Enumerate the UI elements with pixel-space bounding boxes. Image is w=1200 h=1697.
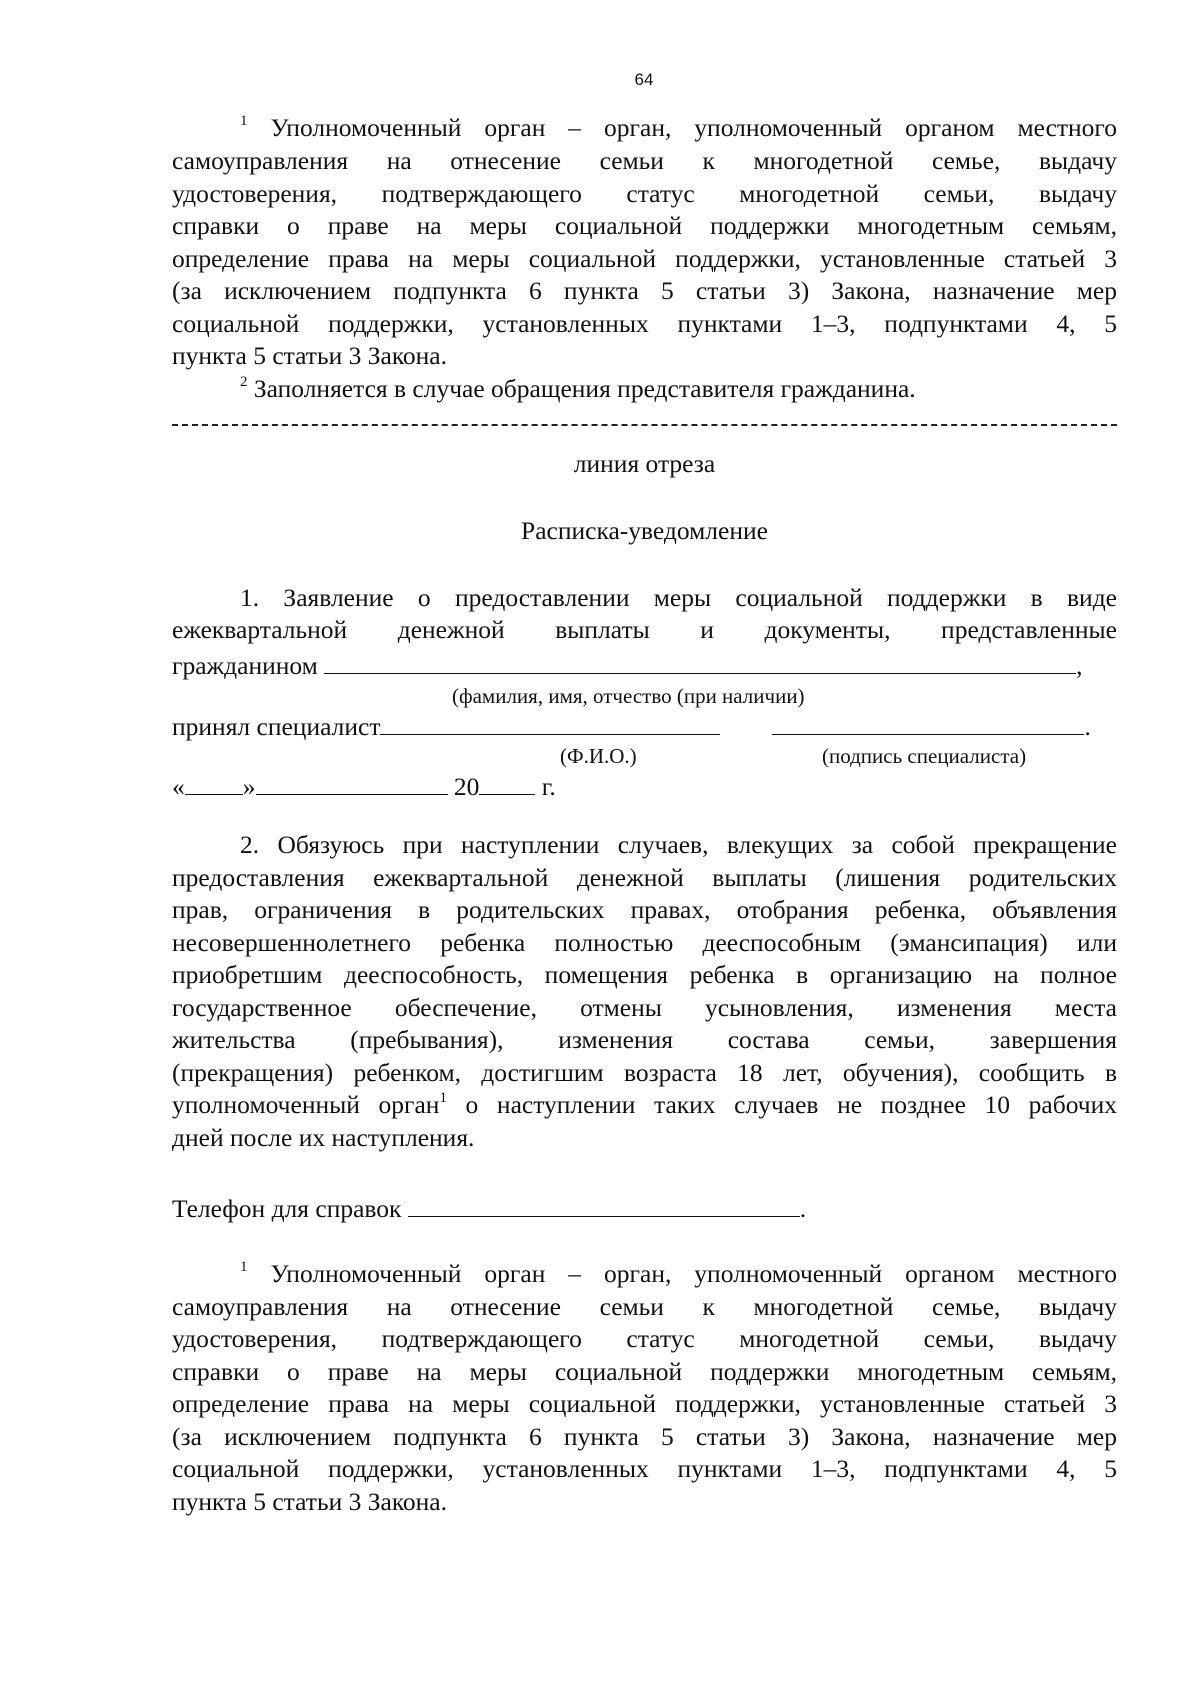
paragraph-line: (прекращения) ребенком, достигшим возраста 18 лет, обучения), сообщить в	[172, 1058, 1117, 1087]
paragraph-line: уполномоченный орган$^1$ о наступлении таких случаев не позднее 10 рабочих	[172, 1089, 1118, 1119]
phone-line: Телефон для справок .	[172, 1190, 1117, 1225]
footnote-line: справки о праве на меры социальной поддержки многодетным семьям,	[172, 211, 1117, 240]
footnote-line: (за исключением подпункта 6 пункта 5 статьи 3) Закона, назначение мер	[172, 276, 1117, 305]
paragraph-line: прав, ограничения в родительских правах, отобрания ребенка, объявления	[172, 895, 1117, 924]
paragraph-line: 2. Обязуюсь при наступлении случаев, влекущих за собой прекращение	[240, 830, 1117, 859]
footnote-line: $^1$ Уполномоченный орган – орган, уполномоченный органом местного	[240, 112, 1117, 142]
paragraph-line: 1. Заявление о предоставлении меры социальной поддержки в виде	[240, 583, 1117, 612]
paragraph-line: предоставления ежеквартальной денежной выплаты (лишения родительских	[172, 863, 1117, 892]
footnote-line: удостоверения, подтверждающего статус многодетной семьи, выдачу	[172, 179, 1117, 208]
citizen-line: гражданином ,	[172, 647, 1117, 682]
cut-line-label: линия отреза	[573, 449, 716, 478]
footnote-line: (за исключением подпункта 6 пункта 5 статьи 3) Закона, назначение мер	[172, 1422, 1117, 1451]
footnote-line: пункта 5 статьи 3 Закона.	[172, 341, 447, 370]
signature-caption: (подпись специалиста)	[822, 744, 1027, 768]
footnote-line: самоуправления на отнесение семьи к многодетной семье, выдачу	[172, 146, 1117, 175]
footnote-line: социальной поддержки, установленных пунктами 1–3, подпунктами 4, 5	[172, 309, 1117, 338]
cut-line	[172, 424, 1117, 426]
citizen-name-blank	[324, 647, 1076, 674]
footnote-line: самоуправления на отнесение семьи к многодетной семье, выдачу	[172, 1292, 1117, 1321]
footnote-line: социальной поддержки, установленных пунктами 1–3, подпунктами 4, 5	[172, 1454, 1117, 1483]
accepted-line: принял специалист .	[172, 708, 1117, 743]
paragraph-line: государственное обеспечение, отмены усыновления, изменения места	[172, 993, 1117, 1022]
footnote-mark: 1	[439, 1089, 447, 1106]
paragraph-line: ежеквартальной денежной выплаты и документы, представленные	[172, 615, 1117, 644]
footnote-mark: 1	[240, 1258, 248, 1275]
date-month-blank	[256, 768, 448, 795]
paragraph-line: жительства (пребывания), изменения состава семьи, завершения	[172, 1025, 1117, 1054]
footnote-line: $^1$ Уполномоченный орган – орган, уполномоченный органом местного	[240, 1258, 1117, 1288]
footnote-line: справки о праве на меры социальной поддержки многодетным семьям,	[172, 1357, 1117, 1386]
date-day-blank	[185, 768, 243, 795]
fio-caption: (Ф.И.О.)	[560, 744, 637, 768]
footnote-line: определение права на меры социальной поддержки, установленные статьей 3	[172, 1389, 1117, 1418]
receipt-title: Расписка-уведомление	[521, 516, 768, 545]
date-year-blank	[479, 768, 535, 795]
footnote-line: пункта 5 статьи 3 Закона.	[172, 1487, 447, 1516]
footnote-line: $^2$ Заполняется в случае обращения представителя гражданина.	[240, 373, 916, 403]
paragraph-line: приобретшим дееспособность, помещения ребенка в организацию на полное	[172, 960, 1117, 989]
footnote-mark: 1	[240, 112, 248, 129]
footnote-line: определение права на меры социальной поддержки, установленные статьей 3	[172, 244, 1117, 273]
paragraph-line: дней после их наступления.	[172, 1123, 475, 1152]
date-line: « » 20 г.	[172, 768, 1117, 803]
signature-blank	[772, 708, 1084, 735]
page-number: 64	[634, 70, 654, 89]
citizen-caption: (фамилия, имя, отчество (при наличии)	[452, 684, 805, 708]
paragraph-line: несовершеннолетнего ребенка полностью дееспособным (эмансипация) или	[172, 928, 1117, 957]
phone-blank	[408, 1190, 800, 1217]
footnote-mark: 2	[240, 373, 248, 390]
footnote-line: удостоверения, подтверждающего статус многодетной семьи, выдачу	[172, 1324, 1117, 1353]
fio-blank	[380, 708, 720, 735]
